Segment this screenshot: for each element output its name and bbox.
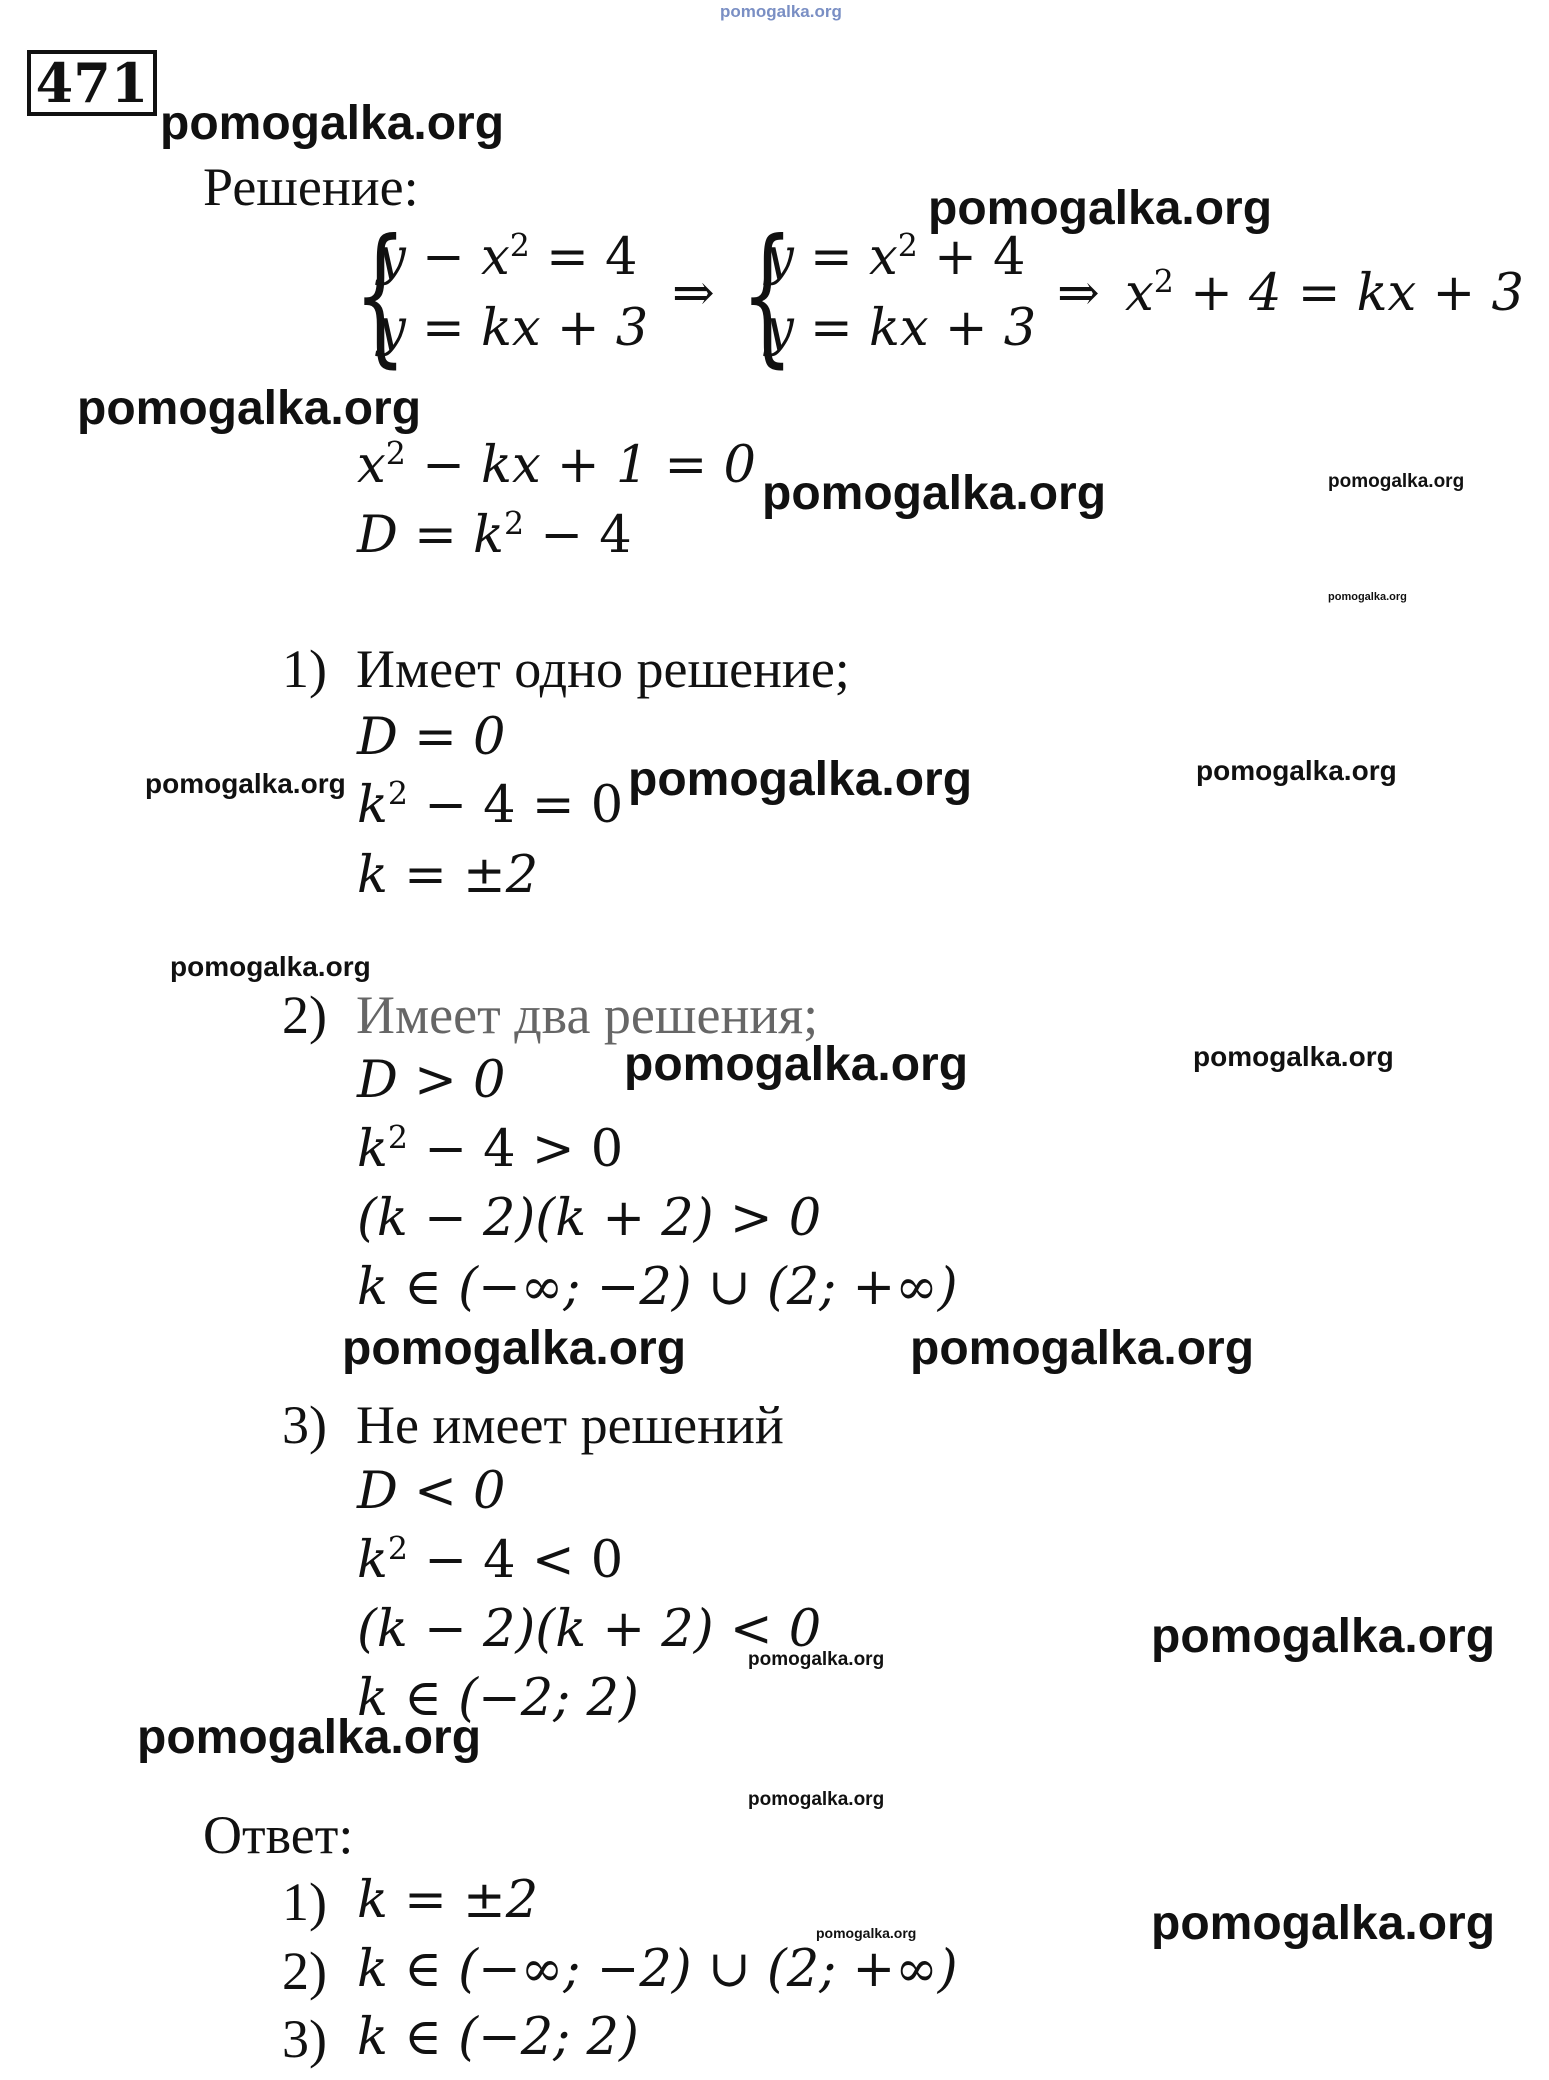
discriminant: $D = k^2 - 4$	[357, 506, 632, 565]
watermark: pomogalka.org	[145, 768, 346, 799]
watermark: pomogalka.org	[762, 467, 1107, 520]
watermark: pomogalka.org	[1196, 755, 1397, 786]
case2-line4: k ∈ (−∞; −2) ∪ (2; +∞)	[357, 1258, 958, 1317]
answer1-number: 1)	[282, 1872, 327, 1932]
answer2-number: 2)	[282, 1941, 327, 2001]
system-eq2: y = kx + 3	[377, 299, 649, 358]
case1-line1: D = 0	[357, 708, 506, 767]
solution-label: Решение:	[203, 157, 419, 217]
watermark: pomogalka.org	[77, 382, 422, 435]
watermark: pomogalka.org	[624, 1038, 969, 1091]
system-result: $x^2 + 4$ = kx + 3	[1125, 264, 1524, 323]
answer2: k ∈ (−∞; −2) ∪ (2; +∞)	[357, 1940, 958, 1999]
watermark: pomogalka.org	[1151, 1610, 1496, 1663]
system-eq4: y = kx + 3	[765, 299, 1037, 358]
answer3: k ∈ (−2; 2)	[357, 2008, 639, 2067]
watermark: pomogalka.org	[1328, 471, 1465, 492]
answer-label: Ответ:	[203, 1805, 354, 1865]
implies-arrow: ⇒	[1057, 264, 1100, 323]
case3-line3: (k − 2)(k + 2) < 0	[357, 1600, 822, 1659]
watermark: pomogalka.org	[928, 182, 1273, 235]
watermark: pomogalka.org	[910, 1322, 1255, 1375]
watermark: pomogalka.org	[137, 1711, 482, 1764]
problem-number: 471	[27, 50, 157, 116]
answer3-number: 3)	[282, 2009, 327, 2069]
watermark: pomogalka.org	[342, 1322, 687, 1375]
case3-line1: D < 0	[357, 1462, 506, 1521]
case2-line2: $k^2 - 4 > 0$	[357, 1120, 624, 1179]
case2-line3: (k − 2)(k + 2) > 0	[357, 1189, 822, 1248]
case2-title: Имеет два решения;	[356, 985, 819, 1045]
case3-line2: $k^2 - 4 < 0$	[357, 1531, 624, 1590]
watermark-top: pomogalka.org	[720, 2, 842, 21]
quadratic-equation: $x^2$ − kx + 1 = 0	[357, 436, 756, 495]
case2-line1: D > 0	[357, 1051, 506, 1110]
case3-title: Не имеет решений	[356, 1395, 784, 1455]
watermark: pomogalka.org	[748, 1789, 885, 1810]
system-brace-right: {	[741, 208, 794, 382]
watermark: pomogalka.org	[170, 951, 371, 982]
watermark: pomogalka.org	[1328, 591, 1407, 603]
implies-arrow: ⇒	[672, 264, 715, 323]
system-eq1: $y - x^2 = 4$	[377, 228, 638, 287]
case3-line4: k ∈ (−2; 2)	[357, 1669, 639, 1728]
case3-number: 3)	[282, 1395, 327, 1455]
watermark: pomogalka.org	[628, 753, 973, 806]
watermark: pomogalka.org	[1193, 1041, 1394, 1072]
case1-line3: k = ±2	[357, 846, 539, 905]
case1-title: Имеет одно решение;	[356, 639, 850, 699]
watermark: pomogalka.org	[816, 1925, 917, 1941]
watermark: pomogalka.org	[160, 97, 505, 150]
system-eq3: $y = x^2 + 4$	[765, 228, 1026, 287]
system-brace-left: {	[354, 208, 407, 382]
case2-number: 2)	[282, 985, 327, 1045]
watermark: pomogalka.org	[748, 1649, 885, 1670]
case1-number: 1)	[282, 639, 327, 699]
watermark: pomogalka.org	[1151, 1897, 1496, 1950]
case1-line2: $k^2 - 4 = 0$	[357, 776, 624, 835]
answer1: k = ±2	[357, 1871, 539, 1930]
